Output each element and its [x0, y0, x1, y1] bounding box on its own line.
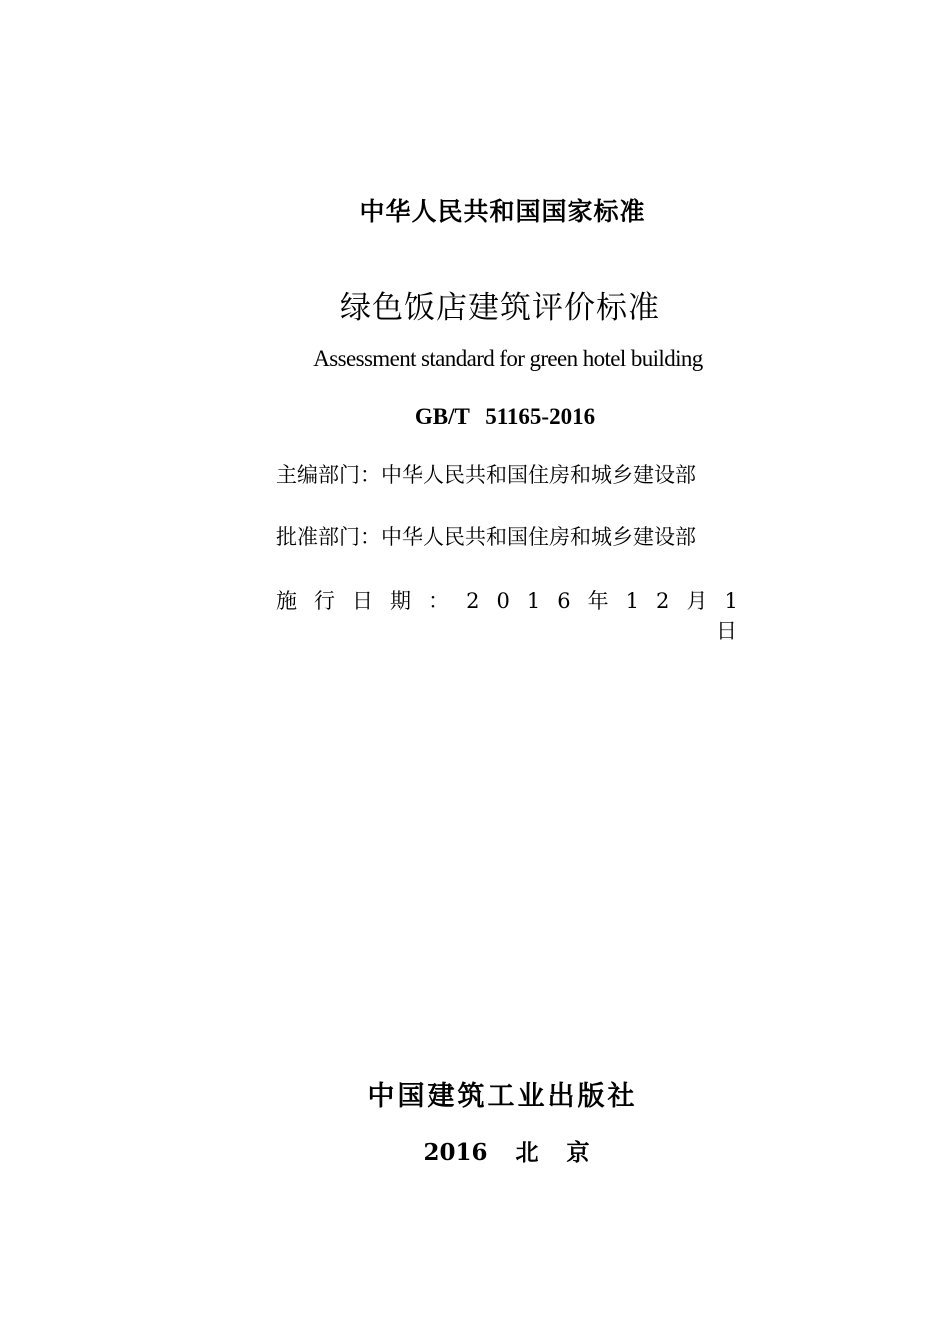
date-char: 2: [466, 589, 480, 613]
date-char: 施: [276, 589, 297, 613]
effective-date: [276, 588, 738, 615]
editor-department: 主编部门：中华人民共和国住房和城乡建设部: [276, 463, 696, 487]
date-char: 1: [625, 589, 640, 613]
date-char: 2: [656, 589, 670, 613]
date-char: 6: [557, 589, 571, 613]
date-char: 1: [724, 589, 738, 613]
date-char: 0: [496, 589, 510, 613]
publisher: 中国建筑工业出版社: [367, 1081, 638, 1112]
title-english: Assessment standard for green hotel building: [313, 346, 703, 371]
date-char: 1: [526, 589, 541, 613]
standard-number: GB/T 51165-2016: [414, 404, 596, 429]
date-char: 月: [686, 589, 708, 613]
effective-date-tail: 日: [716, 619, 737, 643]
date-char: 日: [352, 589, 374, 613]
date-char: 期: [390, 589, 412, 613]
standard-category: 中华人民共和国国家标准: [359, 197, 646, 226]
date-char: ：: [428, 589, 450, 613]
publication-year-place: 2016 北 京: [423, 1139, 590, 1166]
date-char: 行: [314, 589, 336, 613]
approval-department: 批准部门：中华人民共和国住房和城乡建设部: [276, 525, 696, 549]
title-chinese: 绿色饭店建筑评价标准: [340, 290, 660, 326]
date-char: 年: [587, 589, 609, 613]
